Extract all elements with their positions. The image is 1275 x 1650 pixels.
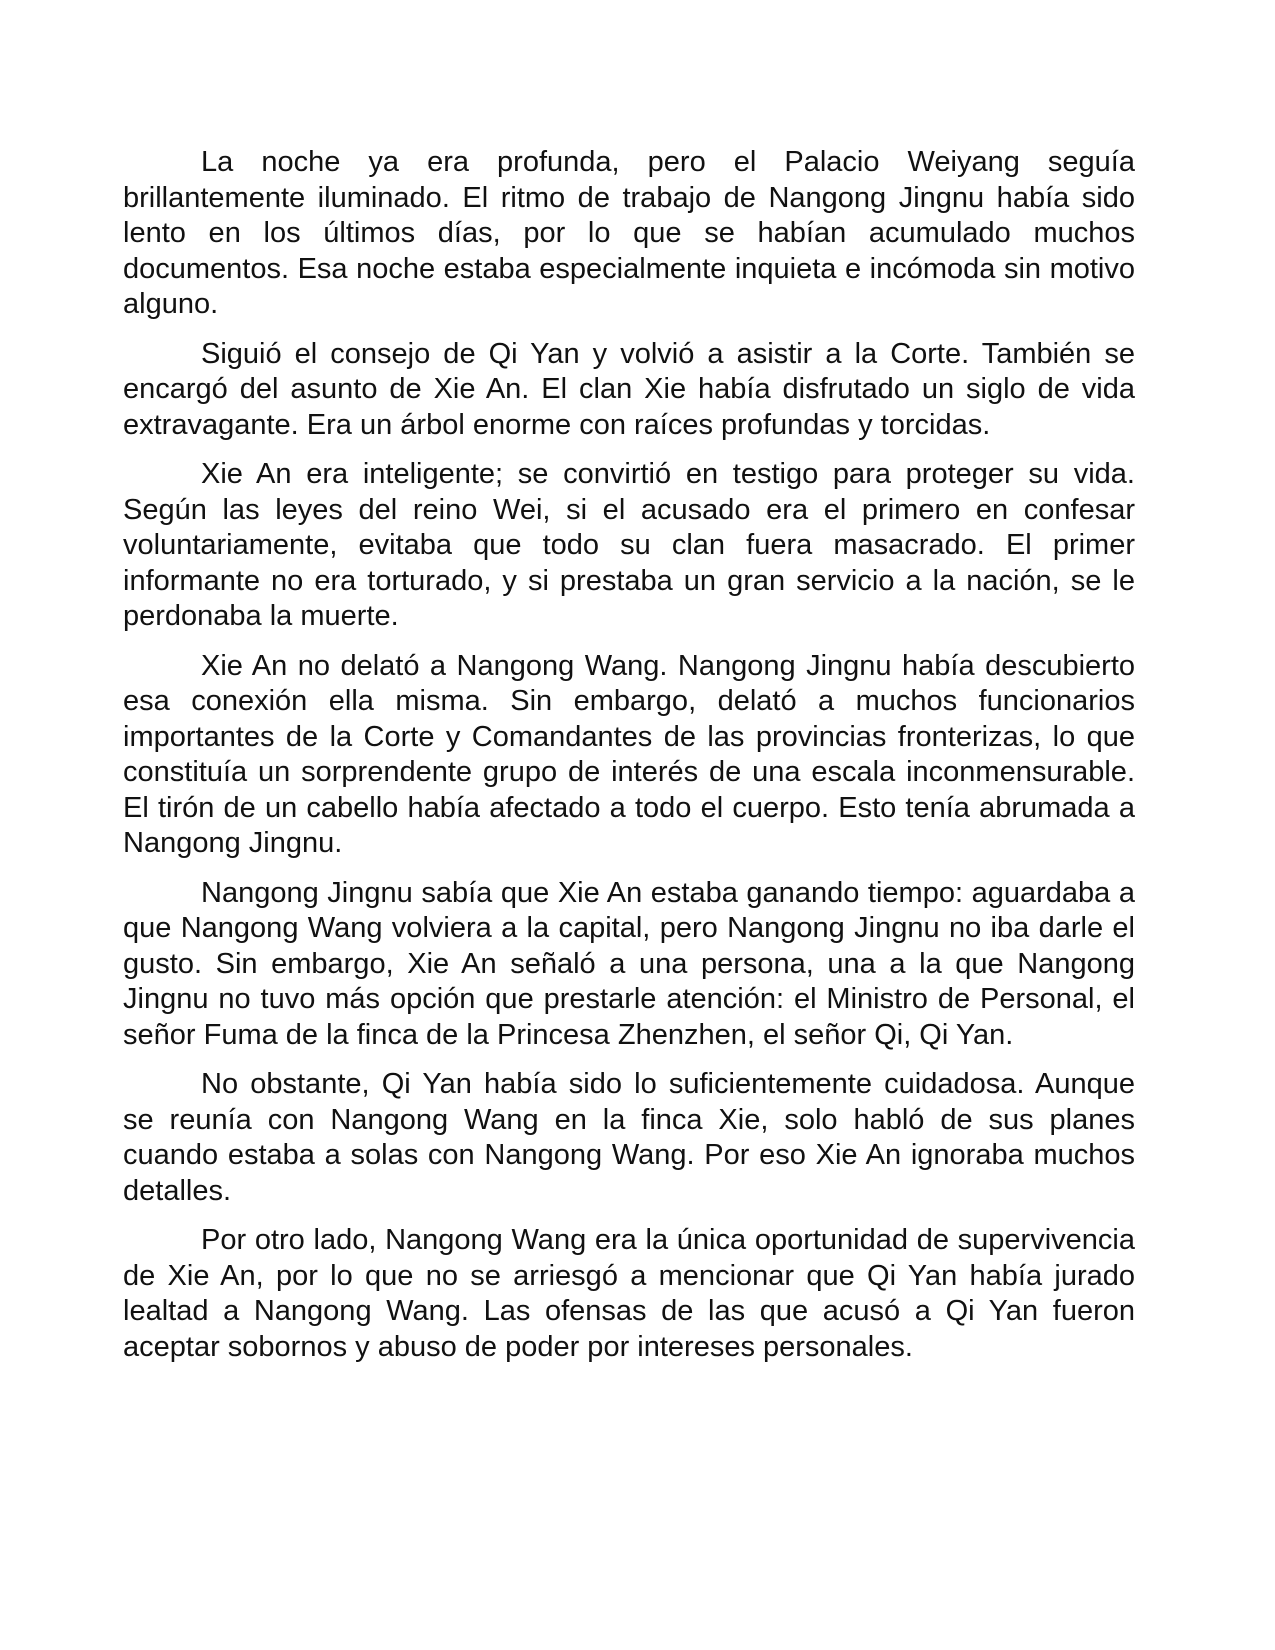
paragraph-3: Xie An era inteligente; se convirtió en testigo para proteger su vida. Según las leyes del reino Wei, si el acusado era el primero en confesar voluntariamente, evitaba que todo su clan fuera masacrado. El primer informante no era torturado, y si prestaba un gran servicio a la nación, se le perdonaba la muerte.	[123, 458, 1135, 632]
paragraph-2: Siguió el consejo de Qi Yan y volvió a asistir a la Corte. También se encargó del asunto de Xie An. El clan Xie había disfrutado un siglo de vida extravagante. Era un árbol enorme con raíces profundas y torcidas.	[123, 337, 1135, 441]
text-column	[123, 145, 1135, 1379]
paragraph-1: La noche ya era profunda, pero el Palacio Weiyang seguía brillantemente iluminado. El ritmo de trabajo de Nangong Jingnu había sido lento en los últimos días, por lo que se habían acumulado muchos documentos. Esa noche estaba especialmente inquieta e incómoda sin motivo alguno.	[123, 146, 1135, 320]
paragraph-4: Xie An no delató a Nangong Wang. Nangong Jingnu había descubierto esa conexión ella misma. Sin embargo, delató a muchos funcionarios importantes de la Corte y Comandantes de las provincias fronterizas, lo que constituía un sorprendente grupo de interés de una escala inconmensurable. El tirón de un cabello había afectado a todo el cuerpo. Esto tenía abrumada a Nangong Jingnu.	[123, 649, 1135, 859]
paragraph-7: Por otro lado, Nangong Wang era la única oportunidad de supervivencia de Xie An, por lo que no se arriesgó a mencionar que Qi Yan había jurado lealtad a Nangong Wang. Las ofensas de las que acusó a Qi Yan fueron aceptar sobornos y abuso de poder por intereses personales.	[123, 1224, 1135, 1363]
paragraph-5: Nangong Jingnu sabía que Xie An estaba ganando tiempo: aguardaba a que Nangong Wang volviera a la capital, pero Nangong Jingnu no iba darle el gusto. Sin embargo, Xie An señaló a una persona, una a la que Nangong Jingnu no tuvo más opción que prestarle atención: el Ministro de Personal, el señor Fuma de la finca de la Princesa Zhenzhen, el señor Qi, Qi Yan.	[123, 876, 1135, 1051]
paragraph-6: No obstante, Qi Yan había sido lo suficientemente cuidadosa. Aunque se reunía con Nangong Wang en la finca Xie, solo habló de sus planes cuando estaba a solas con Nangong Wang. Por eso Xie An ignoraba muchos detalles.	[123, 1068, 1135, 1207]
